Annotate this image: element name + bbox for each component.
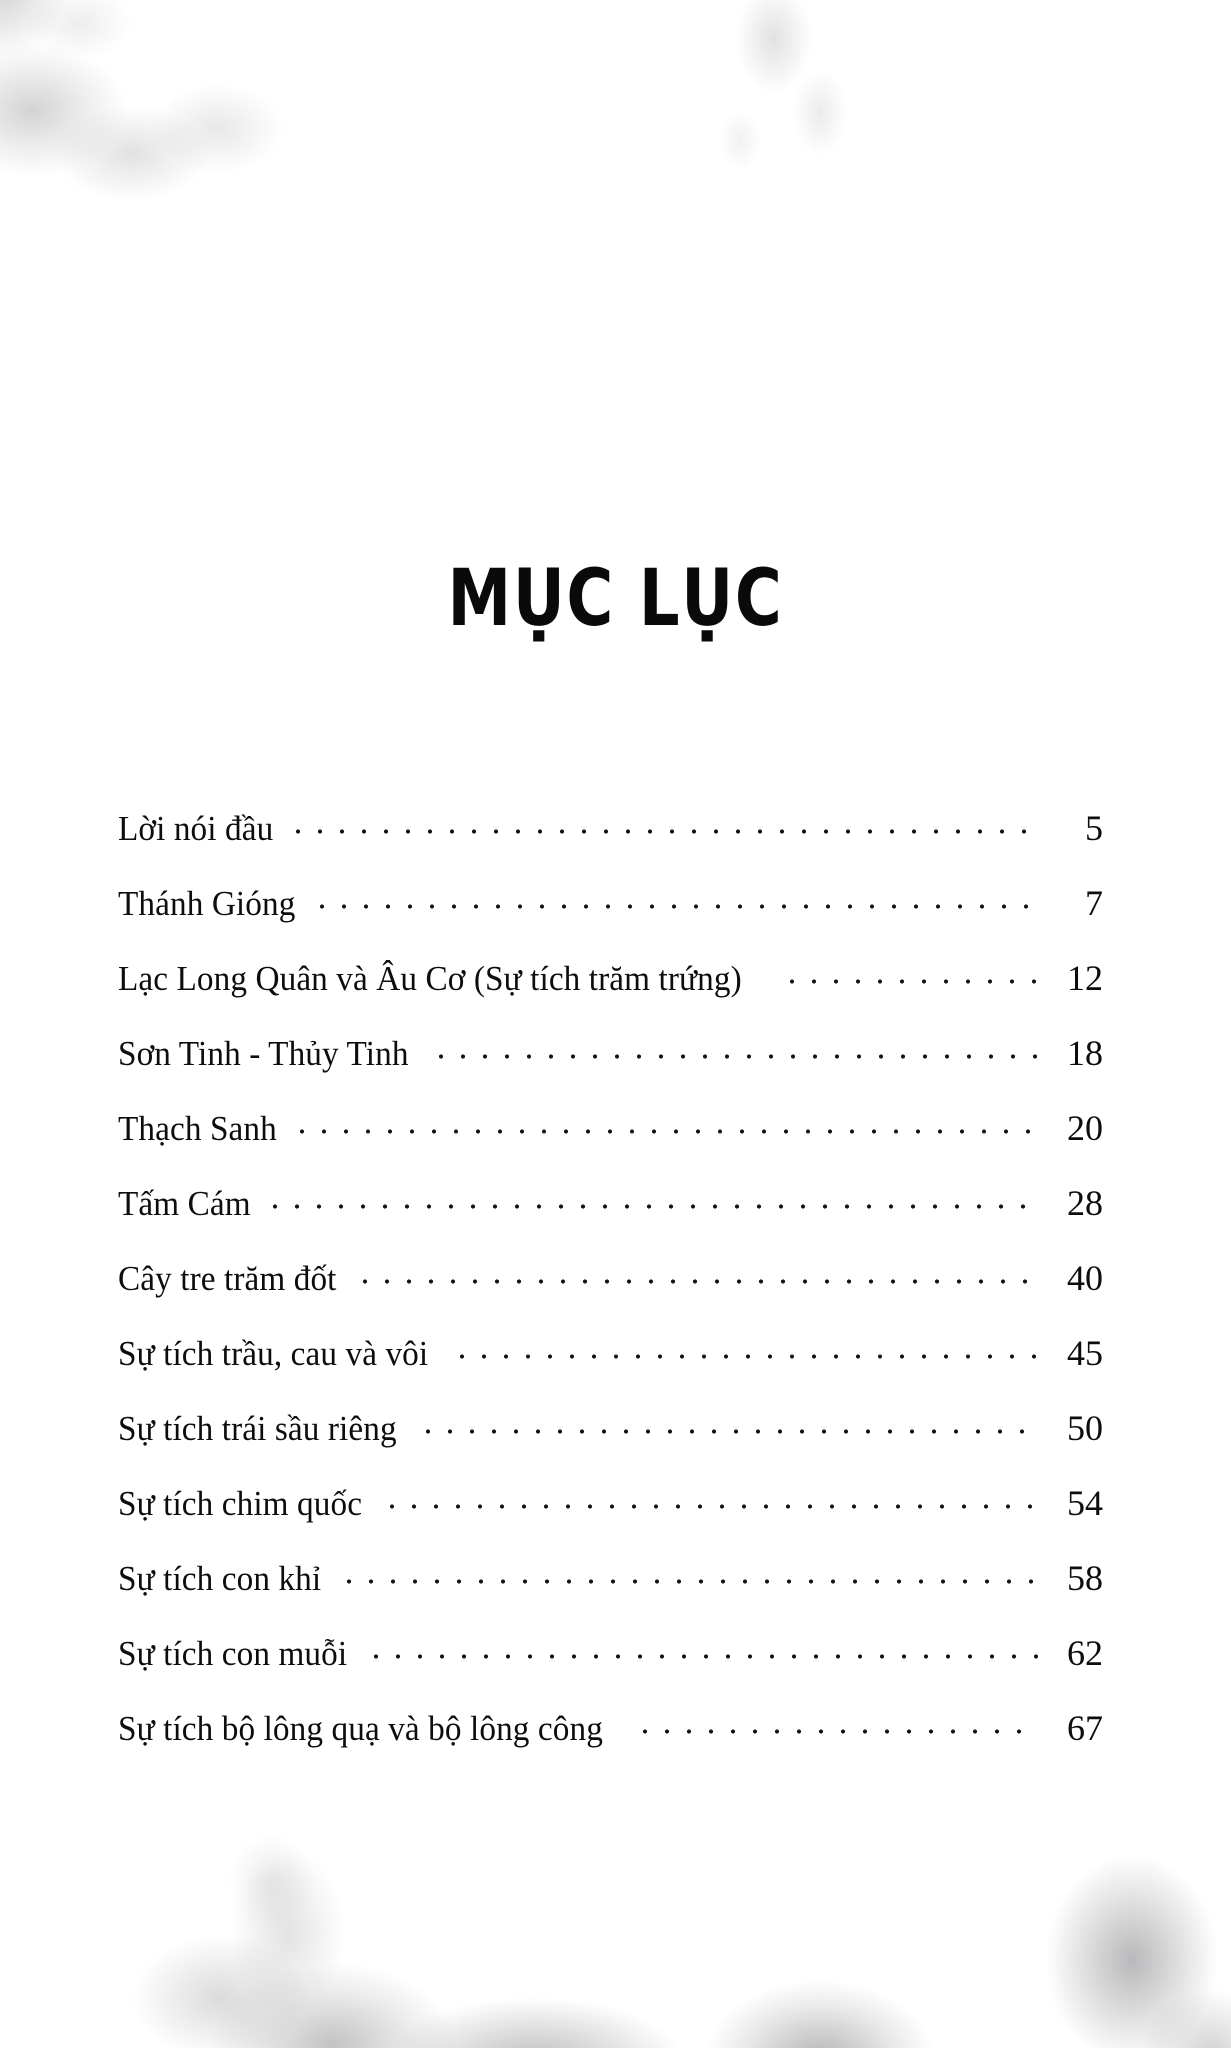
toc-entry-label: Sự tích chim quốc <box>118 1484 363 1523</box>
toc-leader-dots <box>430 1049 1039 1065</box>
toc-entry[interactable] <box>118 1410 1103 1485</box>
toc-leader-dots <box>354 1274 1039 1290</box>
toc-entry-label: Cây tre trăm đốt <box>118 1259 337 1298</box>
toc-entry[interactable] <box>118 1185 1103 1260</box>
toc-entry-label: Lạc Long Quân và Âu Cơ (Sự tích trăm trứng) <box>118 959 742 998</box>
toc-entry-page-number: 62 <box>1067 1633 1103 1673</box>
toc-entry[interactable] <box>118 1035 1103 1110</box>
toc-entry-label: Sự tích con muỗi <box>118 1634 348 1673</box>
toc-entry-page-number: 50 <box>1067 1408 1103 1448</box>
toc-entry[interactable] <box>118 810 1103 885</box>
toc-leader-dots <box>417 1424 1039 1440</box>
toc-entry-label: Thánh Gióng <box>118 884 296 923</box>
ink-wash-texture-bottom-left <box>120 1818 680 2048</box>
toc-leader-dots <box>291 1124 1039 1140</box>
toc-leader-dots <box>338 1574 1039 1590</box>
toc-entry[interactable] <box>118 1710 1103 1785</box>
toc-entry-page-number: 7 <box>1085 883 1103 923</box>
toc-entry-label: Sơn Tinh - Thủy Tinh <box>118 1034 409 1073</box>
toc-entry[interactable] <box>118 960 1103 1035</box>
toc-entry-page-number: 12 <box>1067 958 1103 998</box>
table-of-contents <box>118 810 1103 1785</box>
toc-leader-dots <box>381 1499 1039 1515</box>
toc-entry-label: Thạch Sanh <box>118 1109 277 1148</box>
page-title: MỤC LỤC <box>447 554 784 644</box>
toc-entry[interactable] <box>118 1485 1103 1560</box>
toc-entry-label: Sự tích con khỉ <box>118 1559 322 1598</box>
toc-leader-dots <box>634 1724 1039 1740</box>
ink-wash-texture-bottom-edge <box>0 1958 1231 2048</box>
toc-entry-page-number: 18 <box>1067 1033 1103 1073</box>
toc-entry-page-number: 67 <box>1067 1708 1103 1748</box>
toc-entry[interactable] <box>118 1110 1103 1185</box>
toc-leader-dots <box>781 974 1039 990</box>
toc-entry-page-number: 20 <box>1067 1108 1103 1148</box>
toc-entry-label: Sự tích bộ lông quạ và bộ lông công <box>118 1709 603 1748</box>
ink-wash-texture-top-left <box>0 0 290 240</box>
toc-entry[interactable] <box>118 1560 1103 1635</box>
toc-entry-label: Tấm Cám <box>118 1184 251 1223</box>
ink-wash-texture-top-right <box>690 0 900 200</box>
toc-entry-label: Sự tích trái sầu riêng <box>118 1409 397 1448</box>
toc-entry[interactable] <box>118 1335 1103 1410</box>
toc-leader-dots <box>451 1349 1039 1365</box>
toc-entry-page-number: 5 <box>1085 808 1103 848</box>
toc-leader-dots <box>287 824 1039 840</box>
toc-entry[interactable] <box>118 1635 1103 1710</box>
toc-entry-label: Lời nói đầu <box>118 809 274 848</box>
toc-entry-page-number: 54 <box>1067 1483 1103 1523</box>
ink-wash-texture-bottom-right <box>640 1808 1231 2048</box>
toc-entry-page-number: 28 <box>1067 1183 1103 1223</box>
toc-entry[interactable] <box>118 885 1103 960</box>
toc-entry-page-number: 40 <box>1067 1258 1103 1298</box>
toc-leader-dots <box>264 1199 1039 1215</box>
toc-entry-page-number: 58 <box>1067 1558 1103 1598</box>
toc-leader-dots <box>311 899 1039 915</box>
toc-entry[interactable] <box>118 1260 1103 1335</box>
toc-leader-dots <box>365 1649 1039 1665</box>
toc-entry-page-number: 45 <box>1067 1333 1103 1373</box>
toc-entry-label: Sự tích trầu, cau và vôi <box>118 1334 429 1373</box>
